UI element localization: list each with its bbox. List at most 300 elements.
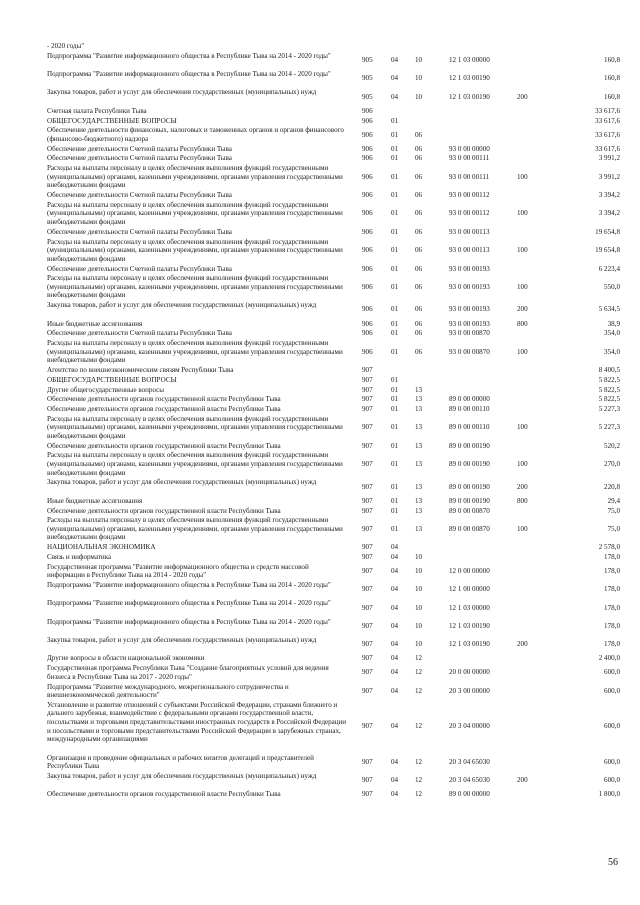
- table-row: [47, 405, 620, 414]
- row-subsection-code: 10: [415, 74, 423, 83]
- row-target-item-code: 12 1 03 00000: [449, 603, 490, 612]
- table-row: [47, 339, 620, 365]
- row-section-code: 01: [391, 405, 399, 413]
- row-name: Закупка товаров, работ и услуг для обеспечения государственных (муниципальных) нужд: [47, 88, 317, 97]
- row-section-code: 01: [391, 264, 399, 273]
- row-subsection-code: 10: [415, 603, 423, 612]
- row-name: Обеспечение деятельности Счетной палаты Республики Тыва: [47, 264, 232, 273]
- row-dept-code: 906: [362, 130, 373, 139]
- row-dept-code: 907: [362, 622, 373, 631]
- table-row: [47, 563, 620, 580]
- row-subsection-code: 06: [415, 144, 423, 153]
- row-target-item-code: 93 0 00 00000: [449, 144, 490, 153]
- row-expense-type-code: 200: [517, 92, 528, 101]
- row-section-code: 04: [391, 543, 399, 552]
- row-target-item-code: 89 0 00 00870: [449, 524, 490, 533]
- row-section-code: 04: [391, 668, 399, 677]
- row-name: Расходы на выплаты персоналу в целях обеспечения выполнения функций государственными (муниципальными) органами, казенными учреждениями, органами управления государственными внебюджетными фондами: [47, 451, 343, 477]
- row-target-item-code: 20 3 04 00000: [449, 722, 490, 731]
- row-subsection-code: 12: [415, 654, 423, 663]
- row-target-item-code: 93 0 00 00870: [449, 347, 490, 356]
- row-section-code: 01: [391, 395, 399, 404]
- row-subsection-code: 06: [415, 347, 423, 356]
- row-expense-type-code: 200: [517, 305, 528, 314]
- row-section-code: 04: [391, 603, 399, 612]
- row-dept-code: 907: [362, 441, 373, 450]
- table-row: [47, 117, 620, 126]
- row-subsection-code: 06: [415, 264, 423, 273]
- row-section-code: 04: [391, 92, 399, 101]
- row-subsection-code: 06: [415, 191, 423, 200]
- table-row: [47, 683, 620, 700]
- row-name: Обеспечение деятельности органов государственной власти Республики Тыва: [47, 506, 281, 515]
- row-subsection-code: 12: [415, 722, 423, 731]
- row-target-item-code: 93 0 00 00193: [449, 305, 490, 314]
- table-row: [47, 497, 620, 506]
- row-target-item-code: 93 0 00 00111: [449, 172, 490, 181]
- table-row: [47, 52, 620, 69]
- row-dept-code: 907: [362, 423, 373, 432]
- row-expense-type-code: 200: [517, 776, 528, 785]
- row-amount: 5 227,3: [598, 405, 620, 413]
- row-amount: 600,0: [604, 722, 620, 731]
- row-name: Подпрограмма "Развитие информационного общества в Республике Тыва на 2014 - 2020 годы": [47, 51, 331, 60]
- row-section-code: 04: [391, 566, 399, 575]
- row-section-code: 01: [391, 172, 399, 181]
- table-row: [47, 507, 620, 516]
- table-row: [47, 386, 620, 395]
- row-subsection-code: 06: [415, 305, 423, 314]
- row-amount: 6 223,4: [598, 264, 620, 273]
- row-dept-code: 907: [362, 566, 373, 575]
- table-row: [47, 442, 620, 451]
- row-name: Агентство по внешнеэкономическим связям Республики Тыва: [47, 366, 234, 374]
- row-amount: 160,8: [604, 74, 620, 83]
- row-dept-code: 906: [362, 305, 373, 314]
- row-target-item-code: 12 1 03 00190: [449, 622, 490, 631]
- row-name: Организация и проведение официальных и рабочих визитов делегаций и представителей Республики Тыва: [47, 753, 314, 771]
- row-subsection-code: 06: [415, 130, 423, 139]
- row-expense-type-code: 100: [517, 524, 528, 533]
- row-amount: 8 400,5: [598, 366, 620, 374]
- row-target-item-code: 89 0 00 00110: [449, 423, 490, 432]
- row-target-item-code: 93 0 00 00111: [449, 154, 490, 163]
- row-dept-code: 907: [362, 790, 373, 799]
- row-subsection-code: 12: [415, 686, 423, 695]
- row-dept-code: 906: [362, 116, 373, 125]
- row-name: Расходы на выплаты персоналу в целях обеспечения выполнения функций государственными (муниципальными) органами, казенными учреждениями, органами управления государственными внебюджетными фондами: [47, 237, 343, 263]
- row-expense-type-code: 800: [517, 319, 528, 328]
- row-target-item-code: 89 0 00 00870: [449, 506, 490, 515]
- row-target-item-code: 93 0 00 00112: [449, 209, 490, 218]
- row-amount: 5 822,5: [598, 395, 620, 404]
- row-name: Расходы на выплаты персоналу в целях обеспечения выполнения функций государственными (муниципальными) органами, казенными учреждениями, органами управления государственными внебюджетными фондами: [47, 200, 343, 227]
- row-target-item-code: 20 3 00 00000: [449, 686, 490, 695]
- table-row: [47, 376, 620, 385]
- row-name: Подпрограмма "Развитие информационного общества в Республике Тыва на 2014 - 2020 годы": [47, 581, 331, 590]
- row-name: Обеспечение деятельности органов государственной власти Республики Тыва: [47, 405, 281, 413]
- row-section-code: 04: [391, 757, 399, 766]
- row-amount: 33 617,6: [595, 116, 620, 125]
- row-dept-code: 907: [362, 603, 373, 612]
- row-subsection-code: 13: [415, 385, 423, 394]
- table-row: [47, 201, 620, 227]
- row-name: Подпрограмма "Развитие информационного общества в Республике Тыва на 2014 - 2020 годы": [47, 70, 331, 79]
- table-row: [47, 238, 620, 264]
- row-amount: 33 617,6: [595, 106, 620, 115]
- row-section-code: 01: [391, 347, 399, 356]
- row-target-item-code: 89 0 00 00190: [449, 496, 490, 505]
- row-amount: 3 991,2: [598, 172, 620, 181]
- row-subsection-code: 12: [415, 776, 423, 785]
- row-subsection-code: 06: [415, 319, 423, 328]
- table-row: [47, 329, 620, 338]
- row-subsection-code: 06: [415, 282, 423, 291]
- row-subsection-code: 10: [415, 56, 423, 65]
- table-row: [47, 366, 620, 375]
- table-row: [47, 301, 620, 318]
- row-subsection-code: 06: [415, 154, 423, 163]
- row-expense-type-code: 100: [517, 246, 528, 255]
- row-target-item-code: 89 0 00 00190: [449, 460, 490, 469]
- row-name: Иные бюджетные ассигнования: [47, 319, 143, 328]
- row-dept-code: 907: [362, 543, 373, 552]
- row-subsection-code: 13: [415, 395, 423, 404]
- row-expense-type-code: 100: [517, 209, 528, 218]
- table-row: [47, 88, 620, 105]
- row-dept-code: 907: [362, 524, 373, 533]
- row-section-code: 01: [391, 319, 399, 328]
- table-row: [47, 320, 620, 329]
- row-name: Государственная программа Республики Тыва "Создание благоприятных условий для ведения бизнеса в Республике Тыва на 2017 - 2020 годы": [47, 664, 329, 681]
- row-target-item-code: 89 0 00 00000: [449, 395, 490, 404]
- row-expense-type-code: 200: [517, 482, 528, 491]
- row-section-code: 01: [391, 116, 399, 125]
- table-row: [47, 599, 620, 616]
- row-target-item-code: 93 0 00 00193: [449, 282, 490, 291]
- row-name: Обеспечение деятельности органов государственной власти Республики Тыва: [47, 395, 281, 404]
- row-section-code: 01: [391, 282, 399, 291]
- row-section-code: 01: [391, 130, 399, 139]
- row-amount: 178,0: [604, 603, 620, 612]
- row-amount: 2 400,0: [598, 654, 620, 663]
- row-dept-code: 906: [362, 191, 373, 200]
- row-amount: 178,0: [604, 585, 620, 594]
- row-name: НАЦИОНАЛЬНАЯ ЭКОНОМИКА: [47, 543, 156, 552]
- row-target-item-code: 93 0 00 00113: [449, 246, 490, 255]
- row-dept-code: 906: [362, 347, 373, 356]
- row-name: Подпрограмма "Развитие информационного общества в Республике Тыва на 2014 - 2020 годы": [47, 599, 331, 608]
- row-amount: 5 822,5: [598, 385, 620, 394]
- row-section-code: 01: [391, 144, 399, 153]
- row-expense-type-code: 800: [517, 496, 528, 505]
- row-dept-code: 907: [362, 722, 373, 731]
- table-row: [47, 478, 620, 495]
- budget-table: [47, 42, 620, 800]
- row-name: - 2020 годы": [47, 42, 85, 50]
- row-dept-code: 907: [362, 496, 373, 505]
- row-section-code: 01: [391, 375, 399, 384]
- row-section-code: 04: [391, 722, 399, 731]
- row-section-code: 01: [391, 524, 399, 533]
- row-name: Закупка товаров, работ и услуг для обеспечения государственных (муниципальных) нужд: [47, 772, 317, 780]
- row-section-code: 04: [391, 686, 399, 695]
- row-amount: 600,0: [604, 757, 620, 766]
- row-name: Обеспечение деятельности Счетной палаты Республики Тыва: [47, 227, 232, 236]
- row-amount: 19 654,8: [595, 246, 620, 255]
- row-name: Обеспечение деятельности органов государственной власти Республики Тыва: [47, 441, 281, 450]
- row-subsection-code: 10: [415, 585, 423, 594]
- row-dept-code: 905: [362, 92, 373, 101]
- row-subsection-code: 13: [415, 405, 423, 413]
- row-amount: 550,0: [604, 282, 620, 291]
- row-section-code: 04: [391, 56, 399, 65]
- row-name: Обеспечение деятельности Счетной палаты Республики Тыва: [47, 329, 232, 338]
- table-row: [47, 636, 620, 653]
- row-amount: 5 227,3: [598, 423, 620, 432]
- row-expense-type-code: 100: [517, 172, 528, 181]
- row-target-item-code: 89 0 00 00000: [449, 790, 490, 799]
- row-dept-code: 907: [362, 686, 373, 695]
- row-name: Подпрограмма "Развитие информационного общества в Республике Тыва на 2014 - 2020 годы": [47, 617, 331, 626]
- row-target-item-code: 89 0 00 00190: [449, 482, 490, 491]
- table-row: [47, 191, 620, 200]
- row-target-item-code: 89 0 00 00190: [449, 441, 490, 450]
- row-target-item-code: 20 3 04 65030: [449, 776, 490, 785]
- table-row: [47, 415, 620, 441]
- table-row: [47, 790, 620, 799]
- row-name: Подпрограмма "Развитие международного, межрегионального сотрудничества и внешнеэкономической деятельности": [47, 682, 289, 700]
- row-dept-code: 906: [362, 227, 373, 236]
- row-dept-code: 906: [362, 246, 373, 255]
- row-amount: 600,0: [604, 776, 620, 785]
- row-amount: 38,9: [607, 319, 620, 328]
- row-name: Расходы на выплаты персоналу в целях обеспечения выполнения функций государственными (муниципальными) органами, казенными учреждениями, органами управления государственными внебюджетными фондами: [47, 164, 343, 190]
- page-number: 56: [608, 857, 618, 868]
- table-row: [47, 265, 620, 274]
- row-dept-code: 907: [362, 585, 373, 594]
- row-name: Расходы на выплаты персоналу в целях обеспечения выполнения функций государственными (муниципальными) органами, казенными учреждениями, органами управления государственными внебюджетными фондами: [47, 339, 343, 365]
- row-target-item-code: 12 1 03 00190: [449, 640, 490, 649]
- row-dept-code: 907: [362, 552, 373, 561]
- table-row: [47, 107, 620, 116]
- row-target-item-code: 93 0 00 00870: [449, 329, 490, 338]
- row-amount: 270,0: [604, 460, 620, 469]
- row-target-item-code: 93 0 00 00113: [449, 227, 490, 236]
- row-dept-code: 907: [362, 482, 373, 491]
- row-section-code: 01: [391, 506, 399, 515]
- row-dept-code: 907: [362, 395, 373, 404]
- table-row: [47, 145, 620, 154]
- row-target-item-code: 20 0 00 00000: [449, 668, 490, 677]
- row-subsection-code: 06: [415, 209, 423, 218]
- row-target-item-code: 20 3 04 65030: [449, 757, 490, 766]
- row-subsection-code: 13: [415, 482, 423, 491]
- row-subsection-code: 12: [415, 668, 423, 677]
- row-target-item-code: 93 0 00 00193: [449, 319, 490, 328]
- table-row: [47, 395, 620, 404]
- row-name: Другие общегосударственные вопросы: [47, 385, 164, 394]
- row-dept-code: 907: [362, 668, 373, 677]
- row-target-item-code: 12 1 03 00000: [449, 56, 490, 65]
- row-name: Обеспечение деятельности Счетной палаты Республики Тыва: [47, 191, 232, 200]
- row-subsection-code: 12: [415, 790, 423, 799]
- table-row: [47, 754, 620, 771]
- row-subsection-code: 10: [415, 640, 423, 649]
- row-amount: 75,0: [607, 524, 620, 533]
- row-name: ОБЩЕГОСУДАРСТВЕННЫЕ ВОПРОСЫ: [47, 375, 177, 384]
- table-row: [47, 164, 620, 190]
- row-section-code: 01: [391, 329, 399, 338]
- row-name: Обеспечение деятельности финансовых, налоговых и таможенных органов и органов финансового (финансово-бюджетного) надзора: [47, 126, 344, 143]
- table-row: [47, 154, 620, 163]
- row-amount: 19 654,8: [595, 227, 620, 236]
- row-dept-code: 907: [362, 640, 373, 649]
- row-target-item-code: 93 0 00 00112: [449, 191, 490, 200]
- row-dept-code: 906: [362, 172, 373, 181]
- row-subsection-code: 13: [415, 441, 423, 450]
- row-name: Связь и информатика: [47, 552, 112, 561]
- row-name: Установление и развитие отношений с субъектами Российской Федерации, странами ближнего и дальнего зарубежья, взаимодействие с федеральными органами государственной власти, посольствами и торговыми представительствами иностранных государств в Российской Федерации и посольствами и торговыми представительствами Российской Федерации в зарубежных странах, международными организациями: [47, 700, 347, 744]
- row-dept-code: 906: [362, 209, 373, 218]
- row-name: Расходы на выплаты персоналу в целях обеспечения выполнения функций государственными (муниципальными) органами, казенными учреждениями, органами управления государственными внебюджетными фондами: [47, 274, 343, 300]
- row-amount: 3 394,2: [598, 191, 620, 200]
- row-subsection-code: 06: [415, 227, 423, 236]
- row-dept-code: 907: [362, 405, 373, 413]
- row-section-code: 01: [391, 191, 399, 200]
- row-amount: 354,0: [604, 347, 620, 356]
- row-name: Иные бюджетные ассигнования: [47, 496, 143, 505]
- row-name: Обеспечение деятельности органов государственной власти Республики Тыва: [47, 790, 281, 799]
- row-amount: 29,4: [607, 496, 620, 505]
- row-amount: 5 822,5: [598, 375, 620, 384]
- row-amount: 5 634,5: [598, 305, 620, 314]
- row-target-item-code: 93 0 00 00193: [449, 264, 490, 273]
- row-expense-type-code: 100: [517, 282, 528, 291]
- row-subsection-code: 13: [415, 506, 423, 515]
- row-expense-type-code: 200: [517, 640, 528, 649]
- table-row: [47, 553, 620, 562]
- row-dept-code: 906: [362, 282, 373, 291]
- row-amount: 178,0: [604, 622, 620, 631]
- row-section-code: 01: [391, 209, 399, 218]
- row-section-code: 04: [391, 585, 399, 594]
- row-section-code: 04: [391, 622, 399, 631]
- row-amount: 1 800,0: [598, 790, 620, 799]
- row-amount: 220,8: [604, 482, 620, 491]
- row-section-code: 04: [391, 74, 399, 83]
- table-row: [47, 451, 620, 477]
- row-amount: 160,8: [604, 92, 620, 101]
- row-dept-code: 905: [362, 56, 373, 65]
- row-name: Закупка товаров, работ и услуг для обеспечения государственных (муниципальных) нужд: [47, 636, 317, 645]
- table-row: [47, 543, 620, 552]
- row-section-code: 01: [391, 385, 399, 394]
- row-amount: 178,0: [604, 566, 620, 575]
- row-amount: 75,0: [607, 506, 620, 515]
- row-subsection-code: 10: [415, 92, 423, 101]
- row-section-code: 01: [391, 482, 399, 491]
- row-name: Расходы на выплаты персоналу в целях обеспечения выполнения функций государственными (муниципальными) органами, казенными учреждениями, органами управления государственными внебюджетными фондами: [47, 414, 343, 440]
- table-row: [47, 772, 620, 789]
- row-section-code: 04: [391, 552, 399, 561]
- row-target-item-code: 12 1 00 00000: [449, 585, 490, 594]
- row-amount: 33 617,6: [595, 144, 620, 153]
- row-target-item-code: 12 1 03 00190: [449, 74, 490, 83]
- row-section-code: 01: [391, 227, 399, 236]
- table-row: [47, 581, 620, 598]
- row-section-code: 04: [391, 654, 399, 663]
- row-amount: 33 617,6: [595, 130, 620, 139]
- row-dept-code: 906: [362, 319, 373, 328]
- row-section-code: 01: [391, 496, 399, 505]
- row-subsection-code: 13: [415, 423, 423, 432]
- row-dept-code: 907: [362, 506, 373, 515]
- row-name: Государственная программа "Развитие информационного общества и средств массовой информации в Республике Тыва на 2014 - 2020 годы": [47, 562, 309, 580]
- row-name: Расходы на выплаты персоналу в целях обеспечения выполнения функций государственными (муниципальными) органами, казенными учреждениями, органами управления государственными внебюджетными фондами: [47, 516, 343, 542]
- row-amount: 160,8: [604, 56, 620, 65]
- row-amount: 178,0: [604, 552, 620, 561]
- row-subsection-code: 13: [415, 460, 423, 469]
- row-name: Обеспечение деятельности Счетной палаты Республики Тыва: [47, 144, 232, 153]
- table-row: [47, 126, 620, 143]
- row-target-item-code: 89 0 00 00110: [449, 405, 490, 413]
- row-name: Счетная палата Республики Тыва: [47, 106, 147, 115]
- row-name: Закупка товаров, работ и услуг для обеспечения государственных (муниципальных) нужд: [47, 478, 317, 487]
- row-section-code: 01: [391, 246, 399, 255]
- row-name: Закупка товаров, работ и услуг для обеспечения государственных (муниципальных) нужд: [47, 301, 317, 310]
- row-expense-type-code: 100: [517, 423, 528, 432]
- row-section-code: 01: [391, 460, 399, 469]
- row-target-item-code: 12 0 00 00000: [449, 566, 490, 575]
- row-amount: 600,0: [604, 668, 620, 677]
- row-expense-type-code: 100: [517, 460, 528, 469]
- table-row: [47, 618, 620, 635]
- table-row: [47, 516, 620, 542]
- row-amount: 354,0: [604, 329, 620, 338]
- row-subsection-code: 13: [415, 496, 423, 505]
- row-dept-code: 907: [362, 776, 373, 785]
- row-amount: 178,0: [604, 640, 620, 649]
- row-subsection-code: 06: [415, 172, 423, 181]
- table-row: [47, 228, 620, 237]
- row-amount: 600,0: [604, 686, 620, 695]
- row-amount: 3 394,2: [598, 209, 620, 218]
- row-dept-code: 906: [362, 154, 373, 163]
- row-dept-code: 907: [362, 385, 373, 394]
- row-subsection-code: 10: [415, 566, 423, 575]
- table-row: [47, 701, 620, 753]
- row-dept-code: 907: [362, 375, 373, 384]
- table-row: [47, 274, 620, 300]
- table-row: [47, 654, 620, 663]
- row-dept-code: 906: [362, 106, 373, 115]
- row-section-code: 01: [391, 441, 399, 450]
- row-subsection-code: 10: [415, 552, 423, 561]
- table-row: [47, 70, 620, 87]
- row-expense-type-code: 100: [517, 347, 528, 356]
- row-dept-code: 905: [362, 74, 373, 83]
- row-dept-code: 906: [362, 329, 373, 338]
- row-section-code: 01: [391, 423, 399, 432]
- row-section-code: 04: [391, 790, 399, 799]
- row-section-code: 01: [391, 154, 399, 163]
- row-target-item-code: 12 1 03 00190: [449, 92, 490, 101]
- row-section-code: 04: [391, 776, 399, 785]
- row-section-code: 04: [391, 640, 399, 649]
- row-dept-code: 906: [362, 264, 373, 273]
- row-dept-code: 907: [362, 460, 373, 469]
